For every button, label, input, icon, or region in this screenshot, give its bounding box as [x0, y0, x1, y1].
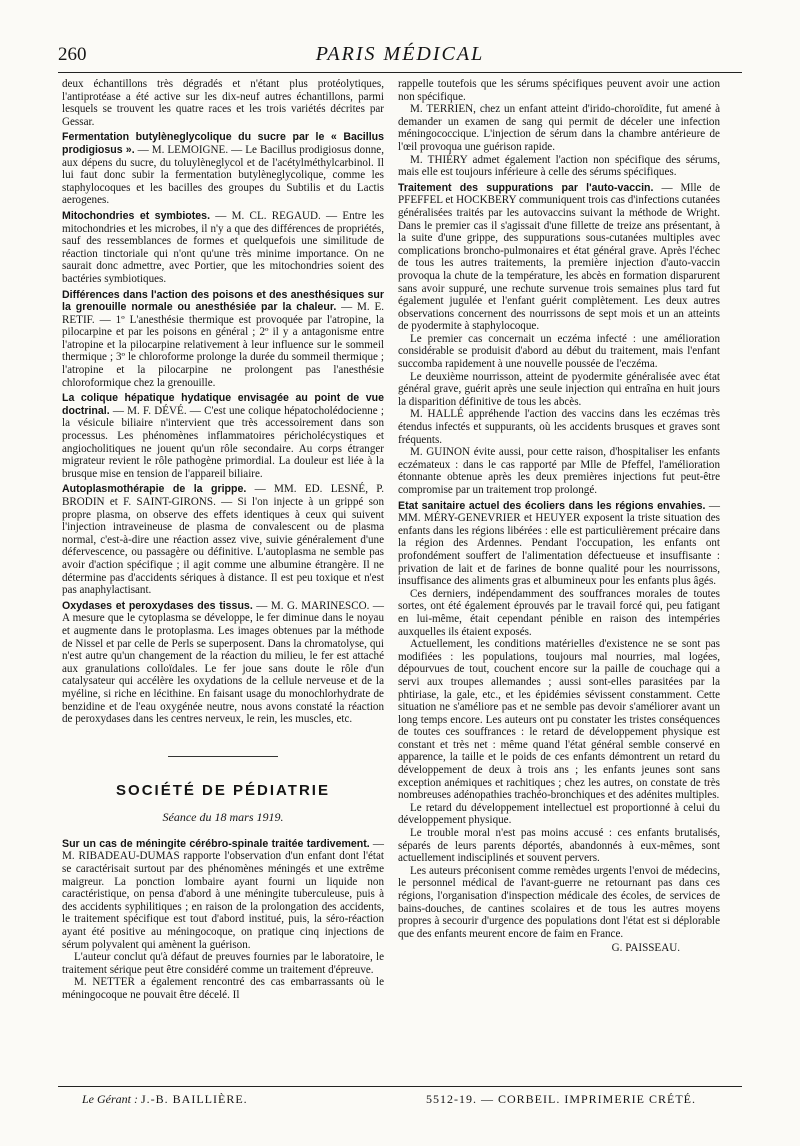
gerant-line — [82, 1092, 248, 1107]
paragraph: rappelle toutefois que les sérums spécifiques peuvent avoir une action non spécifique. — [398, 78, 720, 103]
section-body: — MM. MÉRY-GENEVRIER et HEUYER exposent la triste situation des enfants dans les régions libérées : elle est particulièrement précaire dans la région des Ardennes. Pendant l'occupation, les enfants ont profondément souffert de l'alimentation défectueuse et insuffisante : privation de lait et de farines de bonne qualité pour les nourrissons, insuffisance des aliments gras et albumineux pour les enfants plus âgés. — [398, 499, 720, 588]
section-lemoigne — [62, 131, 384, 207]
paragraph: Le trouble moral n'est pas moins accusé : ces enfants brutalisés, séparés de leurs parents déportés, abandonnés à eux-mêmes, sont actuellement indisciplinés et souvent pervers. — [398, 827, 720, 865]
section-title: Etat sanitaire actuel des écoliers dans les régions envahies. — [398, 499, 706, 512]
section-title: Sur un cas de méningite cérébro-spinale traitée tardivement. — [62, 837, 370, 850]
section-body: — M. CL. REGAUD. — Entre les mitochondries et les microbes, il n'y a que des différences de propriétés, sauf des ressemblances de formes et quelquefois une similitude de réaction tinctoriale qui n'ont qu'une très minime importance. On ne saurait donc admettre, avec Portier, que les mitochondries soient des bactéries symbiotiques. — [62, 209, 384, 285]
society-heading: SOCIÉTÉ DE PÉDIATRIE — [116, 781, 330, 799]
paragraph: Le premier cas concernait un eczéma infecté : une amélioration considérable se produisit d'abord au début du traitement, mais l'enfant succomba rapidement à une nouvelle poussée de l'eczéma. — [398, 332, 720, 371]
section-body: — Mlle de PFEFFEL et HOCKBERY communiquent trois cas d'infections cutanées généralisées traités par les autovaccins suivant la méthode de Wright. Dans le premier cas il s'agissait d'une fillette de treize ans présentant, à la suite d'une grippe, des suppurations sous-cutanées multiples avec complications broncho-pulmonaires et état général grave. Après l'échec de tous les autres traitements, la première injection d'auto-vaccin provoqua la chute de la température, les abcès en formation disparurent sans avoir suppuré, une rechute survenue trois semaines plus tard fut également jugulée et l'enfant guérit complètement. Les deux autres observations concernent des nourrissons de sept mois et un an atteints de pyodermite à staphylocoque. — [398, 181, 720, 333]
section-title: Autoplasmothérapie de la grippe. — [62, 483, 247, 496]
section-body: — MM. ED. LESNÉ, P. BRODIN et F. SAINT-GIRONS. — Si l'on injecte à un grippé son propre plasma, on observe des effets identiques à ceux qui suivent l'injection intraveineuse de plasma de convalescent ou de plasma normal, c'est-à-dire une réaction assez vive, suivie généralement d'une défervescence, ou passagère ou définitive. L'autoplasma ne semble pas avoir d'action spécifique ; il agit comme une albumine étrangère. Il ne détermine pas d'accidents sériques à distance. Il est peu toxique et n'est pas anaphylactisant. — [62, 483, 384, 597]
section-body: — M. RIBADEAU-DUMAS rapporte l'observation d'un enfant dont l'état se caractérisait surtout par des phénomènes méningés et une extrême maigreur. La ponction lombaire ayant fourni un liquide non caractéristique, on pensa d'abord à une méningite tuberculeuse, puis à des accidents syphilitiques ; en raison de la prolongation des accidents, le traitement spécifique est tout d'abord institué, puis, la séro-réaction ayant été positive au méningocoque, on pratique cinq injections de sérum polyvalent qui amènent la guérison. — [62, 837, 384, 951]
section-title: Fermentation butylèneglycolique du sucre par le « Bacillus prodigiosus ». — [62, 131, 384, 156]
section-title: Mitochondries et symbiotes. — [62, 209, 211, 222]
section-lesne — [62, 483, 384, 596]
section-pfeffel — [398, 182, 720, 333]
section-body: — M. G. MARINESCO. — A mesure que le cytoplasma se développe, le fer diminue dans le noyau et augmente dans le protoplasma. Les images obtenues par la méthode de Nissel et par celle de Perls se superposent. Dans la chromatolyse, qui n'est autre qu'un changement de la réaction du milieu, le fer est attaché aux granulations colloïdales. Le fer joue sans doute le rôle d'un catalysateur qui accélère les oxydations de la cellule nerveuse et de la myéline, si riche en lécithine. En faisant usage du monochlorhydrate de benzidine et de l'eau oxygénée neutre, nous avons constaté la réaction de peroxydases dans les centres nerveux, le rein, les muscles, etc. — [62, 599, 384, 726]
paragraph: deux échantillons très dégradés et n'étant plus protéolytiques, l'antiprotéase a été active sur les dix-neuf autres échantillons, parmi lesquels se trouvent les quatre races et les trois variétés décrites par Gessar. — [62, 78, 384, 128]
right-column — [398, 78, 720, 955]
paragraph: Ces derniers, indépendamment des souffrances morales de toutes sortes, ont été également éprouvés par le travail forcé qui, peu fatigant en lui-même, était cependant pénible en raison des intempéries auxquelles ils étaient exposés. — [398, 587, 720, 638]
paragraph: Actuellement, les conditions matérielles d'existence ne se sont pas modifiées : les populations, toujours mal nourries, mal logées, dépourvues de tout, couchent encore sur la paille de couchage qui a servi aux troupes allemandes ; aussi sont-elles parasitées par la phtiriase, la gale, etc., et les épidémies sévissent constamment. Cette situation ne s'améliore pas et ne semble pas devoir s'améliorer avant un long temps encore. Les auteurs ont pu constater les tristes conséquences de toutes ces souffrances : le retard de développement physique est constant et très net : même quand l'état général semble conservé en apparence, la taille et le poids de ces enfants démontrent un retard du développement de deux à trois ans ; les enfants jeunes sont sans exception anémiques et rachitiques ; chez les autres, on constate de très nombreuses adénopathies trachéo-bronchiques et des adénites multiples. — [398, 638, 720, 802]
page-footer — [58, 1086, 742, 1106]
section-regaud — [62, 210, 384, 286]
left-column — [62, 78, 384, 1002]
section-deve — [62, 392, 384, 480]
paragraph: M. THIÉRY admet également l'action non spécifique des sérums, mais elle est toujours inférieure à celle des sérums spécifiques. — [398, 153, 720, 179]
section-body: — M. LEMOIGNE. — Le Bacillus prodigiosus donne, aux dépens du sucre, du toluylèneglycol et de l'acétylméthylcarbinol. Il lui faut donc subir la fermentation butylèneglycolique, comme les staphylocoques et les bacilles des groupes du Subtilis et du Lactis aerogenes. — [62, 143, 384, 207]
section-divider — [168, 756, 278, 757]
section-body: — M. E. RETIF. — 1º L'anesthésie thermique est provoquée par l'atropine, la pilocarpine et par les poisons en général ; 2º il y a antagonisme entre l'atropine et la pilocarpine relativement à leur influence sur le sommeil thermique ; 3º le chloroforme prolonge la durée du sommeil thermique ; l'atropine et la pilocarpine ne prolongent pas l'anesthésie chloroformique chez la grenouille. — [62, 301, 384, 389]
section-ribadeau — [62, 838, 384, 951]
journal-title: PARIS MÉDICAL — [315, 43, 485, 65]
paragraph: M. GUINON évite aussi, pour cette raison, d'hospitaliser les enfants eczémateux : dans le cas rapporté par Mlle de Pfeffel, l'amélioration étonnante obtenue après les deux premières injections fut peut-être compromise par un traitement trop prolongé. — [398, 446, 720, 496]
paragraph: M. TERRIEN, chez un enfant atteint d'irido-choroïdite, fut amené à demander un examen de sang qui permit de déceler une infection méningococcique. L'injection de sérum dans la chambre antérieure de l'œil provoqua une guérison rapide. — [398, 103, 720, 153]
paragraph: Le deuxième nourrisson, atteint de pyodermite généralisée avec état général grave, guérit après une seule injection qui entraîna en huit jours la disparition définitive de tous les abcès. — [398, 370, 720, 408]
section-title: Différences dans l'action des poisons et des anesthésiques sur la grenouille normale ou anesthésiée par la chaleur. — [62, 288, 384, 314]
section-title: Oxydases et peroxydases des tissus. — [62, 599, 253, 612]
gerant-label: Le Gérant : — [82, 1092, 138, 1106]
paragraph: Les auteurs préconisent comme remèdes urgents l'envoi de médecins, le personnel médical de l'avant-guerre ne retournant pas dans ces régions, l'organisation d'inspection médicale des écoles, de services de bains-douches, de cantines scolaires et de tous les autres moyens propres à secourir d'urgence des populations dont l'état est si déplorable que des enfants meurent encore de faim en France. — [398, 864, 720, 940]
paragraph: Le retard du développement intellectuel est proportionné à celui du développement physique. — [398, 801, 720, 827]
page-number: 260 — [58, 44, 87, 65]
gerant-name: J.-B. BAILLIÈRE. — [141, 1092, 248, 1106]
section-body: — M. F. DÉVÉ. — C'est une colique hépatocholédocienne ; la vésicule biliaire n'intervient que très accessoirement dans son processus. Les phénomènes inflammatoires péricholécystiques et angiocholitiques ne jouent qu'un rôle secondaire. Au corps étranger migrateur revient le rôle pathogène primordial. La douleur est liée à la brusque mise en tension de l'appareil biliaire. — [62, 404, 384, 480]
section-title: Traitement des suppurations par l'auto-vaccin. — [398, 181, 654, 194]
paragraph: M. NETTER a également rencontré des cas embarrassants où le méningocoque ne pouvait être décelé. Il — [62, 976, 384, 1001]
author-signature: G. PAISSEAU. — [611, 942, 680, 955]
page-header — [58, 42, 742, 73]
section-title: La colique hépatique hydatique envisagée au point de vue doctrinal. — [62, 392, 384, 417]
session-date: Séance du 18 mars 1919. — [162, 810, 284, 825]
paragraph: M. HALLÉ appréhende l'action des vaccins dans les eczémas très étendus infectés et suppurants, où les accidents brusques et graves sont fréquents. — [398, 408, 720, 446]
section-marinesco — [62, 600, 384, 726]
section-mery — [398, 500, 720, 588]
printer-line: 5512-19. — CORBEIL. IMPRIMERIE CRÉTÉ. — [426, 1092, 696, 1106]
section-retif — [62, 289, 384, 390]
paragraph: L'auteur conclut qu'à défaut de preuves fournies par le laboratoire, le traitement sérique peut être considéré comme un traitement d'épreuve. — [62, 951, 384, 976]
